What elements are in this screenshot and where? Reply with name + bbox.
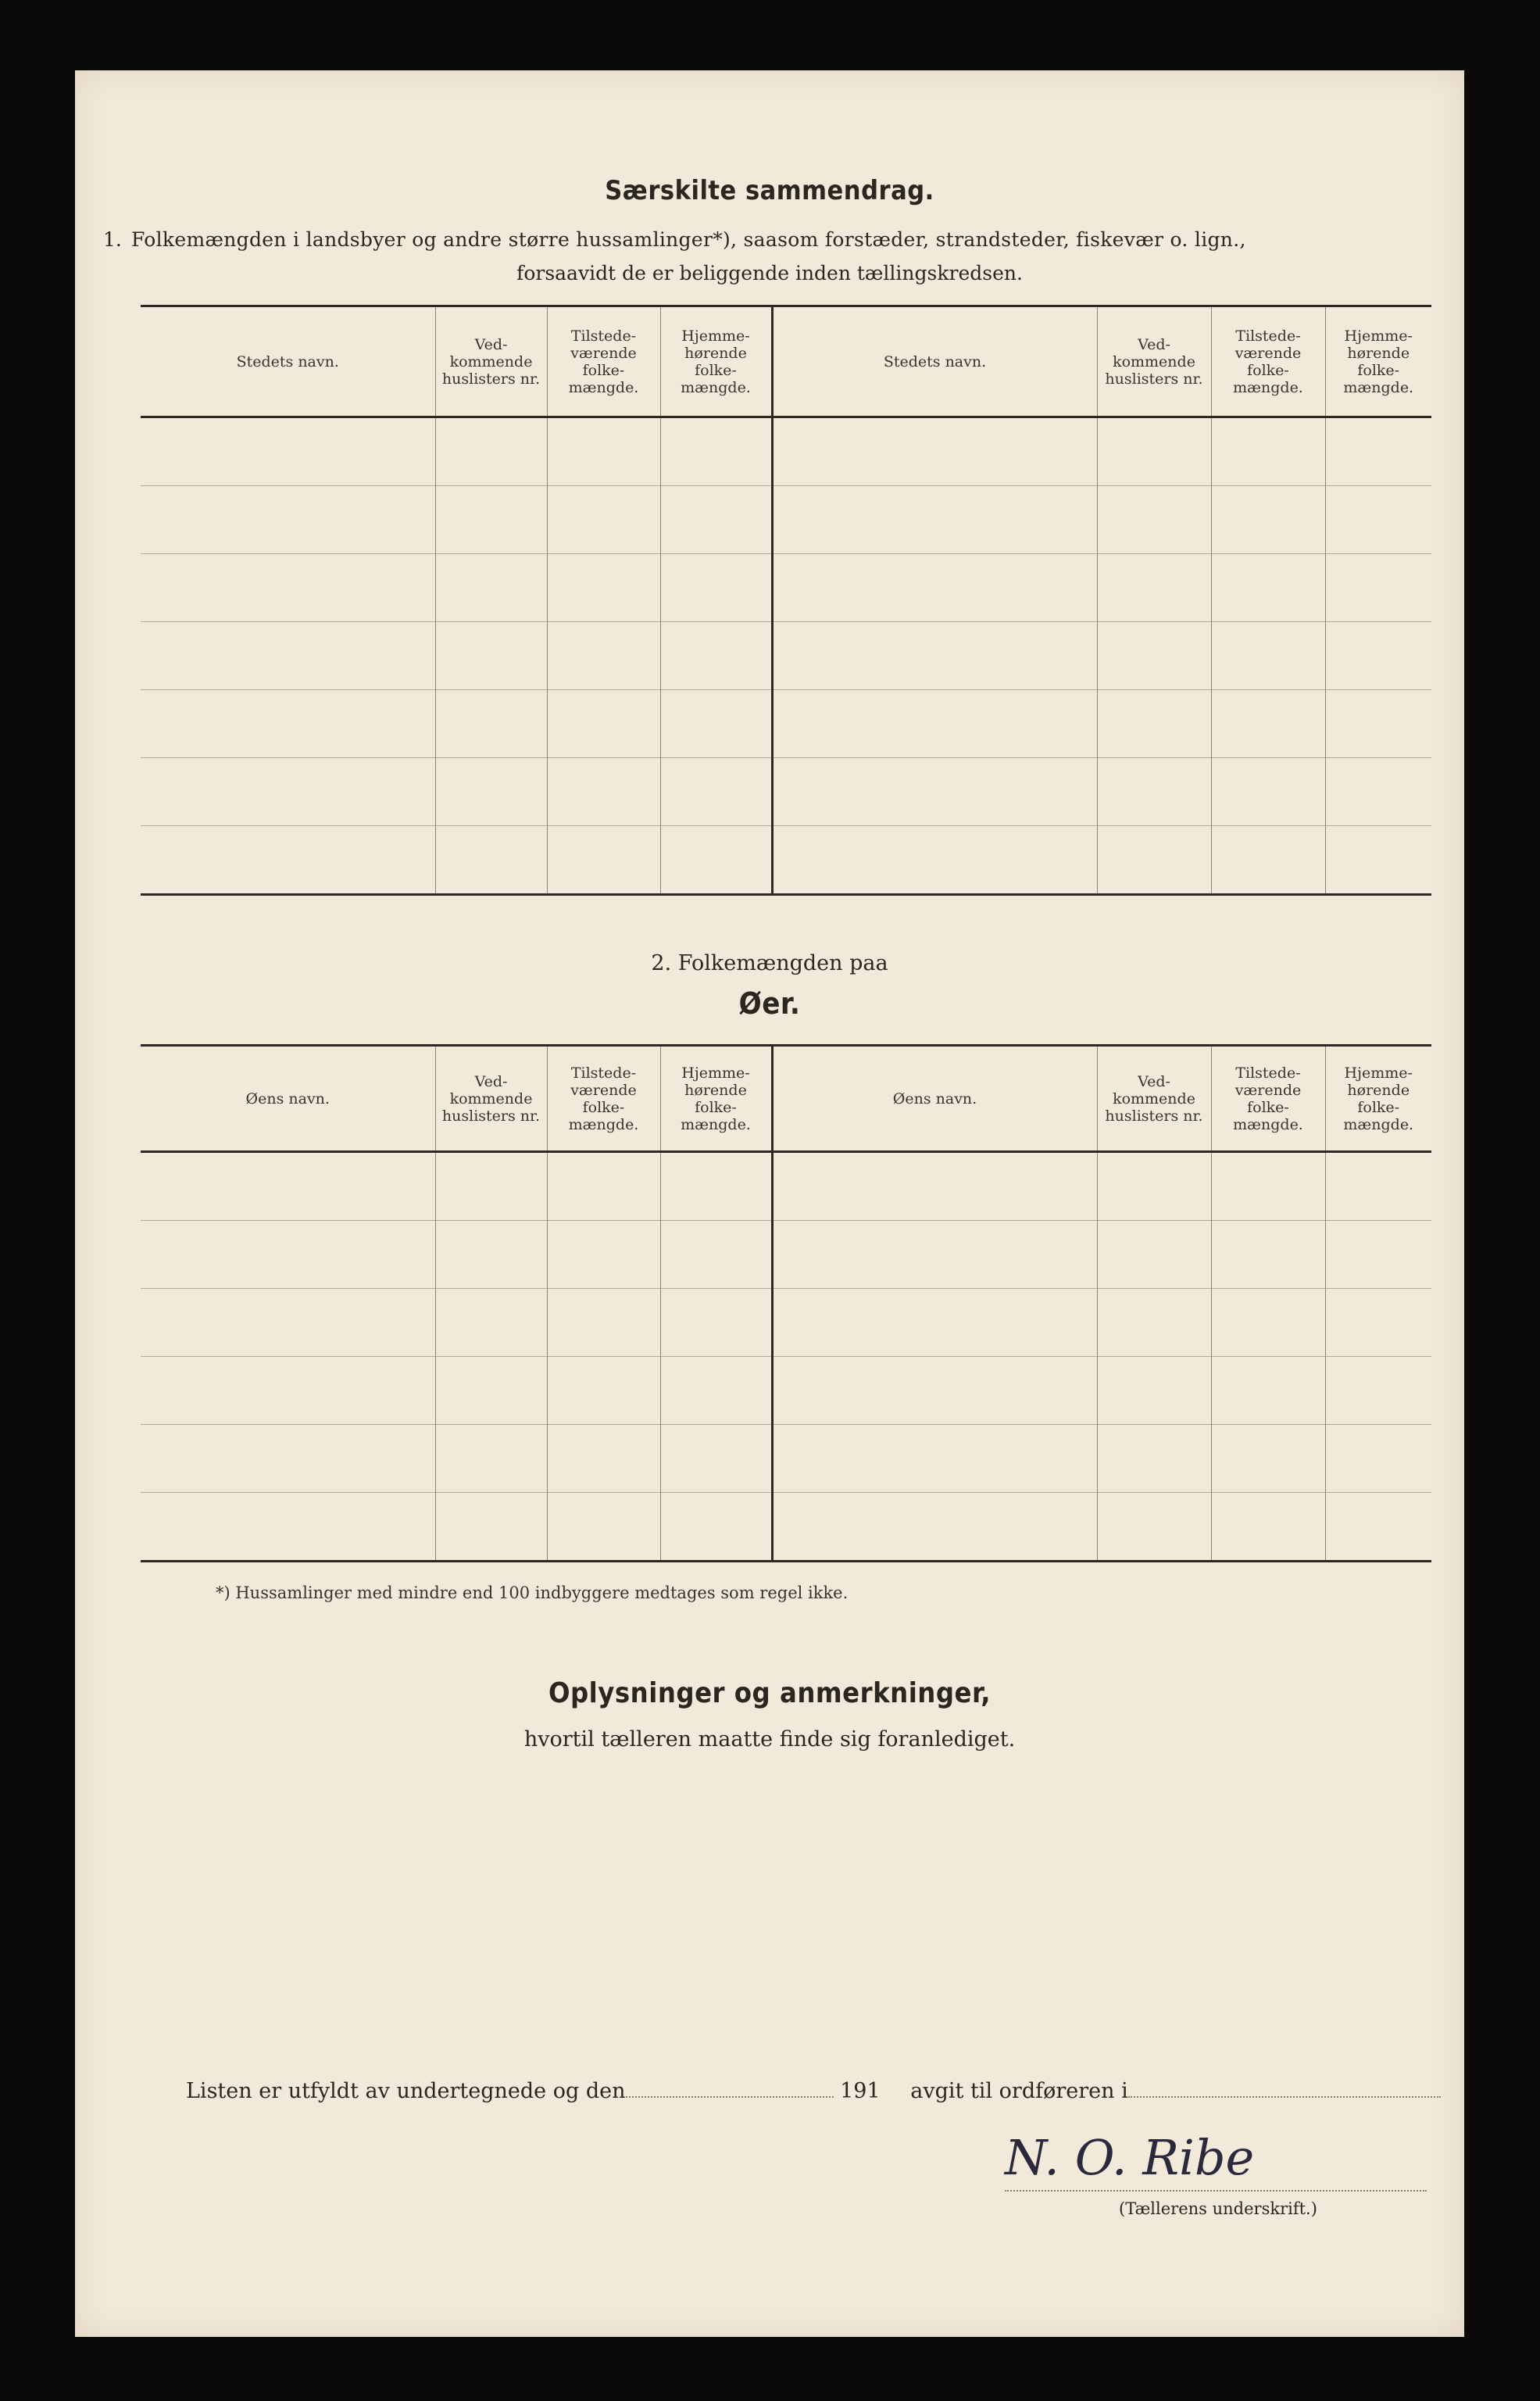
- table-cell[interactable]: [547, 690, 660, 758]
- table-row: [141, 690, 1431, 758]
- table-cell[interactable]: [435, 1152, 547, 1221]
- table-cell[interactable]: [141, 690, 435, 758]
- table-cell[interactable]: [772, 690, 1097, 758]
- table-cell[interactable]: [1325, 417, 1431, 486]
- section1-col-header-2: Ved- kommende huslisters nr.: [435, 306, 547, 417]
- remarks-subtitle: hvortil tælleren maatte finde sig foranlediget.: [523, 1727, 1016, 1752]
- table-cell[interactable]: [547, 758, 660, 826]
- table-cell[interactable]: [772, 1493, 1097, 1562]
- table-cell[interactable]: [772, 622, 1097, 690]
- table-cell[interactable]: [1211, 758, 1325, 826]
- signoff-text: Listen er utfyldt av undertegnede og den: [186, 2079, 626, 2103]
- table-cell[interactable]: [1325, 554, 1431, 622]
- signoff-line: [186, 2079, 1441, 2103]
- section2-col-header-6: Ved- kommende huslisters nr.: [1097, 1046, 1211, 1152]
- table-cell[interactable]: [1211, 1152, 1325, 1221]
- remarks-title: Oplysninger og anmerkninger,: [548, 1677, 992, 1709]
- table-cell[interactable]: [547, 486, 660, 554]
- table-cell[interactable]: [141, 417, 435, 486]
- table-cell[interactable]: [660, 1289, 772, 1357]
- table-cell[interactable]: [141, 1425, 435, 1493]
- municipality-blank[interactable]: [1128, 2096, 1441, 2098]
- table-row: [141, 1152, 1431, 1221]
- table-cell[interactable]: [435, 758, 547, 826]
- page-heading: Særskilte sammendrag.: [605, 175, 934, 206]
- date-blank[interactable]: [626, 2096, 834, 2098]
- table-cell[interactable]: [435, 1289, 547, 1357]
- section1-text-line2: forsaavidt de er beliggende inden tællingskredsen.: [516, 262, 1023, 284]
- table-cell[interactable]: [660, 554, 772, 622]
- table-cell[interactable]: [1097, 1221, 1211, 1289]
- table-cell[interactable]: [1325, 1425, 1431, 1493]
- table-row: [141, 1493, 1431, 1562]
- section2-title-line1: 2. Folkemængden paa: [651, 951, 888, 975]
- table-row: [141, 554, 1431, 622]
- table-cell[interactable]: [141, 1493, 435, 1562]
- table-cell[interactable]: [435, 417, 547, 486]
- table-cell[interactable]: [1097, 417, 1211, 486]
- table-cell[interactable]: [1211, 622, 1325, 690]
- table-cell[interactable]: [772, 417, 1097, 486]
- table-cell[interactable]: [660, 758, 772, 826]
- table-cell[interactable]: [1211, 1289, 1325, 1357]
- table-cell[interactable]: [772, 1357, 1097, 1425]
- table-cell[interactable]: [1325, 758, 1431, 826]
- table-cell[interactable]: [1325, 486, 1431, 554]
- table-cell[interactable]: [772, 1425, 1097, 1493]
- section2-col-header-3: Tilstede- værende folke- mængde.: [547, 1046, 660, 1152]
- table-cell[interactable]: [547, 1493, 660, 1562]
- table-row: [141, 1221, 1431, 1289]
- table-cell[interactable]: [141, 622, 435, 690]
- table-row: [141, 826, 1431, 895]
- table-row: [141, 758, 1431, 826]
- table-cell[interactable]: [435, 1221, 547, 1289]
- section1-col-header-4: Hjemme- hørende folke- mængde.: [660, 306, 772, 417]
- table-cell[interactable]: [547, 1425, 660, 1493]
- table-cell[interactable]: [772, 1221, 1097, 1289]
- table-cell[interactable]: [141, 1289, 435, 1357]
- table-cell[interactable]: [435, 826, 547, 895]
- section2-col-header-8: Hjemme- hørende folke- mængde.: [1325, 1046, 1431, 1152]
- table-cell[interactable]: [1325, 1152, 1431, 1221]
- table-cell[interactable]: [660, 1152, 772, 1221]
- table-cell[interactable]: [435, 622, 547, 690]
- section2-header-row: [141, 1046, 1431, 1152]
- table-cell[interactable]: [435, 1493, 547, 1562]
- table-cell[interactable]: [1211, 417, 1325, 486]
- table-row: [141, 1289, 1431, 1357]
- table-cell[interactable]: [547, 622, 660, 690]
- table-cell[interactable]: [141, 554, 435, 622]
- table-cell[interactable]: [772, 758, 1097, 826]
- table-cell[interactable]: [141, 826, 435, 895]
- table-cell[interactable]: [435, 1357, 547, 1425]
- section1-body: [141, 417, 1431, 895]
- table-cell[interactable]: [1211, 554, 1325, 622]
- table-cell[interactable]: [1097, 1493, 1211, 1562]
- table-cell[interactable]: [547, 1221, 660, 1289]
- table-cell[interactable]: [1097, 826, 1211, 895]
- section2-body: [141, 1152, 1431, 1562]
- section1-col-header-3: Tilstede- værende folke- mængde.: [547, 306, 660, 417]
- table-row: [141, 622, 1431, 690]
- signature-caption: (Tællerens underskrift.): [1119, 2199, 1317, 2218]
- year-prefix: 191: [840, 2079, 881, 2103]
- table-cell[interactable]: [1211, 1425, 1325, 1493]
- table-cell[interactable]: [1325, 826, 1431, 895]
- table-cell[interactable]: [660, 486, 772, 554]
- signoff-after-year: avgit til ordføreren i: [910, 2079, 1128, 2103]
- section1-table: [141, 305, 1431, 896]
- table-cell[interactable]: [1211, 1493, 1325, 1562]
- section1-number: 1.: [103, 228, 122, 251]
- table-cell[interactable]: [1211, 486, 1325, 554]
- table-cell[interactable]: [660, 1425, 772, 1493]
- table-cell[interactable]: [547, 1289, 660, 1357]
- table-cell[interactable]: [1211, 1221, 1325, 1289]
- table-cell[interactable]: [547, 1152, 660, 1221]
- table-cell[interactable]: [141, 486, 435, 554]
- table-cell[interactable]: [435, 1425, 547, 1493]
- table-cell[interactable]: [772, 1152, 1097, 1221]
- table-cell[interactable]: [772, 486, 1097, 554]
- table-cell[interactable]: [1211, 690, 1325, 758]
- table-cell[interactable]: [1211, 826, 1325, 895]
- table-cell[interactable]: [660, 622, 772, 690]
- table-row: [141, 486, 1431, 554]
- table-cell[interactable]: [141, 1221, 435, 1289]
- table-cell[interactable]: [1325, 1289, 1431, 1357]
- section1-header-row: [141, 306, 1431, 417]
- table-cell[interactable]: [435, 690, 547, 758]
- table-cell[interactable]: [141, 758, 435, 826]
- section1-col-header-1: Stedets navn.: [141, 306, 435, 417]
- table-cell[interactable]: [772, 1289, 1097, 1357]
- table-cell[interactable]: [1325, 1357, 1431, 1425]
- table-cell[interactable]: [660, 417, 772, 486]
- signature-line: [1005, 2190, 1427, 2192]
- table-row: [141, 1357, 1431, 1425]
- table-cell[interactable]: [1097, 758, 1211, 826]
- table-cell[interactable]: [547, 1357, 660, 1425]
- table-cell[interactable]: [547, 826, 660, 895]
- section2-table: [141, 1044, 1431, 1562]
- table-row: [141, 1425, 1431, 1493]
- table-cell[interactable]: [1325, 690, 1431, 758]
- table-cell[interactable]: [660, 826, 772, 895]
- table-row: [141, 417, 1431, 486]
- table-cell[interactable]: [547, 417, 660, 486]
- table-cell[interactable]: [1097, 1425, 1211, 1493]
- section1-col-header-5: Stedets navn.: [772, 306, 1097, 417]
- section2-col-header-5: Øens navn.: [772, 1046, 1097, 1152]
- table-cell[interactable]: [435, 486, 547, 554]
- enumerator-signature: N. O. Ribe: [1005, 2129, 1255, 2186]
- section2-col-header-2: Ved- kommende huslisters nr.: [435, 1046, 547, 1152]
- table-cell[interactable]: [1097, 1357, 1211, 1425]
- table-cell[interactable]: [1097, 1289, 1211, 1357]
- table-cell[interactable]: [772, 826, 1097, 895]
- table-cell[interactable]: [1097, 690, 1211, 758]
- section2-col-header-4: Hjemme- hørende folke- mængde.: [660, 1046, 772, 1152]
- table-cell[interactable]: [141, 1152, 435, 1221]
- table-cell[interactable]: [1097, 622, 1211, 690]
- section1-col-header-8: Hjemme- hørende folke- mængde.: [1325, 306, 1431, 417]
- table-cell[interactable]: [660, 1221, 772, 1289]
- section1-text-line1: Folkemængden i landsbyer og andre større hussamlinger*), saasom forstæder, strandsteder, fiskevær o. lign.,: [131, 228, 1246, 251]
- table-cell[interactable]: [1097, 1152, 1211, 1221]
- census-form-page: [75, 70, 1464, 2337]
- table-cell[interactable]: [1325, 1493, 1431, 1562]
- table-cell[interactable]: [772, 554, 1097, 622]
- table-cell[interactable]: [1211, 1357, 1325, 1425]
- table-cell[interactable]: [660, 1493, 772, 1562]
- section1-col-header-6: Ved- kommende huslisters nr.: [1097, 306, 1211, 417]
- table-cell[interactable]: [547, 554, 660, 622]
- table-cell[interactable]: [660, 690, 772, 758]
- table-cell[interactable]: [141, 1357, 435, 1425]
- section2-col-header-7: Tilstede- værende folke- mængde.: [1211, 1046, 1325, 1152]
- section1-col-header-7: Tilstede- værende folke- mængde.: [1211, 306, 1325, 417]
- footnote: *) Hussamlinger med mindre end 100 indbyggere medtages som regel ikke.: [216, 1583, 849, 1602]
- table-cell[interactable]: [660, 1357, 772, 1425]
- table-cell[interactable]: [1325, 622, 1431, 690]
- table-cell[interactable]: [435, 554, 547, 622]
- section2-col-header-1: Øens navn.: [141, 1046, 435, 1152]
- table-cell[interactable]: [1325, 1221, 1431, 1289]
- table-cell[interactable]: [1097, 554, 1211, 622]
- section2-title-line2: Øer.: [738, 986, 801, 1021]
- table-cell[interactable]: [1097, 486, 1211, 554]
